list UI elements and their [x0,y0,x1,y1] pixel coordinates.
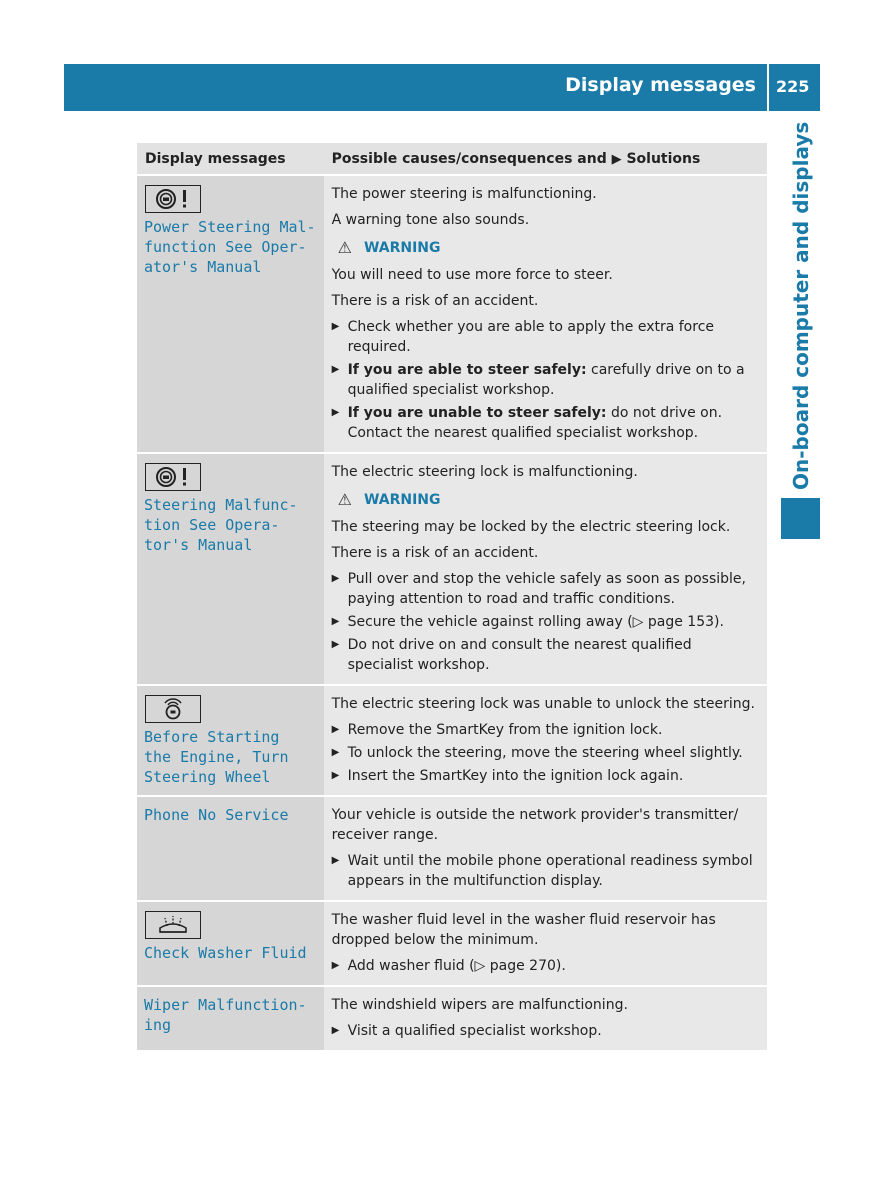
display-message-text: Wiper Malfunction- ing [144,996,307,1034]
solution-cell [324,175,767,453]
solution-cell [324,986,767,1051]
column-header-causes-solutions [324,143,767,175]
step-condition: If you are able to steer safely: [347,362,587,378]
solution-step: ▶ Check whether you are able to apply the extra force required. [332,317,761,357]
cause-text: Your vehicle is outside the network provider's transmitter/ receiver range. [331,807,739,843]
display-message-text: Before Starting the Engine, Turn Steering Wheel [144,728,289,786]
page-header [64,64,820,111]
table-row [137,796,767,901]
solution-cell [324,796,767,901]
cause-text: The electric steering lock is malfunctioning. [331,464,638,480]
warning-label: WARNING [363,491,441,508]
table-row [137,175,767,453]
column-header-display-messages: Display messages [137,143,324,175]
warning-label: WARNING [363,239,441,256]
display-message-text: Check Washer Fluid [144,944,307,962]
message-cell [137,796,324,901]
solution-step: ▶ To unlock the steering, move the steering wheel slightly. [332,743,761,763]
warning-heading [338,238,761,257]
header-divider [767,64,769,111]
solution-step: ▶ Add washer fluid (▷ page 270). [332,956,761,976]
display-message-text: Phone No Service [144,806,289,824]
solution-step [332,403,761,443]
solution-step: ▶ Insert the SmartKey into the ignition lock again. [332,766,761,786]
warning-heading [338,490,761,509]
steering-lock-icon [145,695,201,723]
message-cell [137,453,324,685]
display-message-text: Steering Malfunc- tion See Opera- tor's Manual [144,496,298,554]
page-title: Display messages [565,74,756,96]
solution-cell [324,901,767,986]
warning-text: The steering may be locked by the electric steering lock. [331,519,731,535]
message-cell [137,175,324,453]
table-row [137,901,767,986]
solution-cell [324,685,767,796]
chapter-tab-marker [781,498,820,539]
washer-fluid-icon [145,911,201,939]
display-message-text: Power Steering Mal- function See Oper- ator's Manual [144,218,316,276]
table-row [137,685,767,796]
step-action: do not drive on. Contact the nearest qualified specialist workshop. [347,405,723,441]
solution-step: ▶ Secure the vehicle against rolling away (▷ page 153). [332,612,761,632]
cause-text: The windshield wipers are malfunctioning. [331,997,628,1013]
solution-cell [324,453,767,685]
warning-triangle-icon: ⚠ [337,238,352,257]
cause-text: The electric steering lock was unable to unlock the steering. [331,696,755,712]
display-messages-table [137,143,767,1052]
page-number: 225 [776,77,810,96]
warning-triangle-icon: ⚠ [337,490,352,509]
step-condition: If you are unable to steer safely: [347,405,607,421]
message-cell [137,901,324,986]
chapter-tab-label: On-board computer and displays [789,121,813,490]
steering-warning-icon [145,185,201,213]
solution-step: ▶ Visit a qualified specialist workshop. [332,1021,761,1041]
solution-step: ▶ Pull over and stop the vehicle safely as soon as possible, paying attention to road and traffic conditions. [332,569,761,609]
solution-step: ▶ Do not drive on and consult the nearest qualified specialist workshop. [332,635,761,675]
cause-text: The washer fluid level in the washer fluid reservoir has dropped below the minimum. [331,912,716,948]
arrow-icon: ▶ [611,151,622,167]
warning-text: There is a risk of an accident. [331,293,539,309]
warning-text: There is a risk of an accident. [331,545,539,561]
message-cell [137,685,324,796]
table-header-row [137,143,767,175]
warning-text: You will need to use more force to steer. [331,267,613,283]
chapter-tab [781,121,821,490]
cause-text: The power steering is malfunctioning. [331,186,597,202]
column-header-text: Possible causes/consequences and [331,150,607,167]
table-row [137,453,767,685]
cause-text: A warning tone also sounds. [331,212,530,228]
solution-step: ▶ Wait until the mobile phone operational readiness symbol appears in the multifunction display. [332,851,761,891]
steering-warning-icon [145,463,201,491]
step-action: carefully drive on to a qualified specialist workshop. [347,362,745,398]
column-header-solutions: Solutions [626,150,701,167]
message-cell [137,986,324,1051]
table-row [137,986,767,1051]
solution-step: ▶ Remove the SmartKey from the ignition lock. [332,720,761,740]
solution-step [332,360,761,400]
